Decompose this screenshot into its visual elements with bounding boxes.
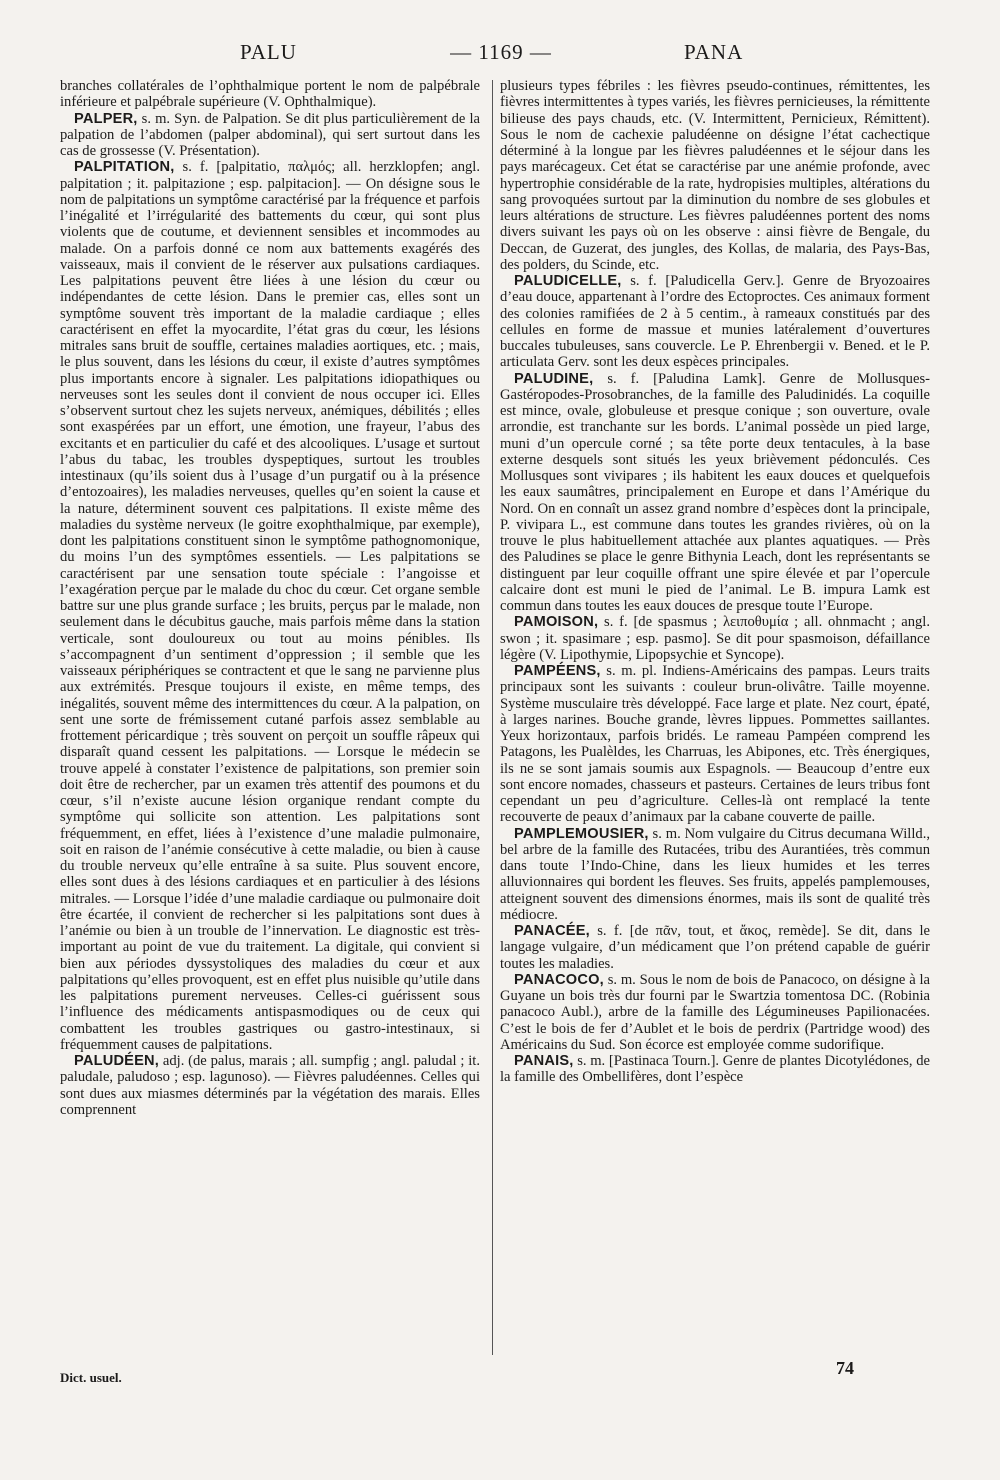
page-header [60, 40, 940, 74]
dictionary-entry [500, 614, 930, 663]
entry-headword: PANACÉE, [514, 923, 590, 939]
entry-text: s. f. [palpitatio, παλμός; all. herzklopfen; angl. palpitation ; it. palpitazione ; esp. palpitacion]. — On désigne sous le nom de palpitations un symptôme caractérisé par la fréquence et parfois l’inégalité et l’irrégularité des battements du cœur, qui sont plus violents que de coutume, et deviennent sensibles et incommodes au malade. On a parfois donné ce nom aux battements exagérés des vaisseaux, mais il convient de le réserver aux pulsations cardiaques. Les palpitations peuvent être liées à une lésion du cœur ou indépendantes de cette lésion. Dans le premier cas, elles sont un symptôme souvent très important de la maladie cardiaque ; elles caractérisent en effet la myocardite, l’état gras du cœur, les lésions mitrales sans bruit de souffle, certaines maladies aortiques, etc. ; mais, le plus souvent, dans les lésions du cœur, il existe d’autres symptômes plus importants encore à signaler. Les palpitations idiopathiques ou nerveuses sont les seules dont il convient de nous occuper ici. Elles s’observent surtout chez les sujets nerveux, anémiques, débilités ; elles sont exaspérées par un effort, une émotion, une frayeur, l’abus des excitants et en particulier du café et des alcooliques. L’usage et surtout l’abus du tabac, les troubles dyspeptiques, surtout les troubles intestinaux (qu’ils soient dus à l’usage d’un purgatif ou à la présence d’entozoaires), les maladies nerveuses, quelles qu’en soient la cause et la nature, déterminent souvent ces palpitations. Il existe même des maladies du système nerveux (le goitre exophthalmique, par exemple), dont les palpitations constituent sinon le symptôme pathognomonique, du moins l’un des symptômes essentiels. — Les palpitations se caractérisent par une sensation toute spéciale : l’angoisse et l’exagération perçue par le malade du choc du cœur. Cet organe semble battre sur une plus grande surface ; les bruits, perçus par le malade, non seulement dans le décubitus gauche, mais parfois même dans la station verticale, sont douloureux ou tout au moins pénibles. Ils s’accompagnent d’un sentiment d’oppression ; il semble que les vaisseaux périphériques se contractent et que le sang ne parvienne plus aux extrémités. Presque toujours il existe, en même temps, des inégalités, souvent même des intermittences du cœur. A la palpation, on sent une sorte de frémissement cutané parfois assez semblable au frottement péricardique ; très souvent on perçoit un souffle râpeux qui disparaît quand cessent les palpitations. — Lorsque le médecin se trouve appelé à constater l’existence de palpitations, son premier soin doit être de rechercher, par un examen très attentif des poumons et du cœur, s’il n’existe aucune lésion organique rendant compte du symptôme qui sollicite son attention. Les palpitations sont fréquemment, en effet, liées à l’existence d’une maladie pulmonaire, soit en raison de l’anémie consécutive à cette maladie, ou bien à cause du trouble nerveux qu’elle entraîne à sa suite. Plus souvent encore, elles sont dues à des lésions cardiaques et en particulier à des lésions mitrales. — Lorsque l’idée d’une maladie cardiaque ou pulmonaire doit être écartée, il convient de rechercher si les palpitations sont dues à l’anémie ou bien à un trouble de l’innervation. Le diagnostic est très-important au point de vue du traitement. La digitale, qui convient si bien aux périodes dyssystoliques des maladies du cœur et aux palpitations qu’elles provoquent, est en effet plus nuisible qu’utile dans les palpitations purement nerveuses. Celles-ci guérissent sous l’influence des médicaments antispasmodiques ou de ceux qui combattent les troubles gastriques ou gastro-intestinaux, si fréquemment causes de palpitations. [60, 159, 480, 1053]
entry-headword: PAMPLEMOUSIER, [514, 825, 649, 842]
entry-continuation [60, 78, 480, 111]
entry-headword: PAMOISON, [514, 614, 599, 631]
entry-text: s. m. [Pastinaca Tourn.]. Genre de plantes Dicotylédones, de la famille des Ombellifères, dont l’espèce [500, 1053, 930, 1086]
entry-headword: PALPITATION, [74, 159, 175, 176]
entry-text: s. m. Syn. de Palpation. Se dit plus particulièrement de la palpation de l’abdomen (palper abdominal), qui sert surtout dans les cas de grossesse (V. Présentation). [60, 110, 480, 159]
dictionary-entry [500, 273, 930, 371]
dictionary-entry [500, 371, 930, 615]
entry-headword: PAMPÉENS, [514, 663, 601, 679]
entry-text: branches collatérales de l’ophthalmique portent le nom de palpébrale inférieure et palpébrale supérieure (V. Ophthalmique). [60, 78, 480, 111]
dictionary-entry [500, 923, 930, 972]
entry-text: s. f. [Paludina Lamk]. Genre de Mollusques-Gastéropodes-Prosobranches, de la famille des Paludinidés. La coquille est mince, ovale, globuleuse et presque conique ; son ouverture, ovale arrondie, est tranchante sur les bords. L’animal possède un pied large, muni d’un opercule corné ; sa tête porte deux tentacules, à la base externe desquels sont situés les yeux brièvement pédonculés. Ces Mollusques sont vivipares ; ils habitent les eaux douces et quelquefois les eaux saumâtres, principalement en Europe et dans l’Amérique du Nord. On en connaît un assez grand nombre d’espèces dont la principale, P. vivipara L., est commune dans toutes les grandes rivières, où on la trouve le plus habituellement attachée aux plantes aquatiques. — Près des Paludines se place le genre Bithynia Leach, dont les représentants se distinguent par leur coquille offrant une spire élevée et par l’opercule calcaire dont est muni le pied de l’animal. Le B. impura Lamk est commun dans toutes les eaux douces de presque toute l’Europe. [500, 370, 930, 614]
entry-text: s. f. [de spasmus ; λειποθυμία ; all. ohnmacht ; angl. swon ; it. spasimare ; esp. pasmo]. Se dit pour spasmoison, défaillance légère (V. Lipothymie, Lipopsychie et Syncope). [500, 614, 930, 663]
entry-text: plusieurs types fébriles : les fièvres pseudo-continues, rémittentes, les fièvres intermittentes à types variés, les fièvres pernicieuses, la rémittente bilieuse des pays chauds, etc. (V. Intermittent, Pernicieux, Rémittent). Sous le nom de cachexie paludéenne on désigne l’état cachectique déterminé à la longue par les fièvres paludéennes et le séjour dans les pays marécageux. Cet état se caractérise par une anémie profonde, avec hypertrophie considérable de la rate, hydropisies multiples, altérations du sang provoquées surtout par la diminution du nombre de ses globules et leurs altérations de structure. Les fièvres paludéennes portent des noms divers suivant les pays où on les observe : ainsi fièvre de Bengale, du Deccan, de Guzerat, des jungles, des Kollas, de malaria, des Pays-Bas, des polders, du Scinde, etc. [500, 78, 930, 273]
column-divider [492, 80, 493, 1355]
dictionary-entry [60, 159, 480, 1053]
entry-headword: PALPER, [74, 110, 138, 127]
entry-headword: PALUDICELLE, [514, 273, 622, 289]
dictionary-entry [500, 826, 930, 924]
dictionary-entry [500, 972, 930, 1053]
entry-text: s. f. [Paludicella Gerv.]. Genre de Bryozoaires d’eau douce, appartenant à l’ordre des Ectoproctes. Ces animaux forment des colonies ramifiées de 2 à 5 centim., à rameaux constitués par des cellules en forme de massue et munies latéralement d’ouvertures buccales tubuleuses, sans couvercle. Le P. Ehrenbergii v. Bened. et le P. articulata Gerv. sont les deux espèces principales. [500, 273, 930, 371]
entry-text: s. f. [de πᾶν, tout, et ἄκος, remède]. Se dit, dans le langage vulgaire, d’un médicament que l’on prétend capable de guérir toutes les maladies. [500, 923, 930, 972]
header-left-guideword: PALU [240, 40, 297, 64]
entry-headword: PANACOCO, [514, 971, 604, 988]
footer-signature: Dict. usuel. [60, 1370, 122, 1385]
dictionary-entry [60, 1053, 480, 1118]
entry-headword: PALUDÉEN, [74, 1053, 160, 1069]
entry-text: s. m. Nom vulgaire du Citrus decumana Willd., bel arbre de la famille des Rutacées, tribu des Aurantiées, très commun dans toute l’Indo-Chine, dans les lieux humides et les terres alluvionnaires qui bordent les fleuves. Ses fruits, appelés pamplemouses, atteignent souvent des dimensions énormes, mais ils sont de qualité très médiocre. [500, 825, 930, 923]
entry-text: s. m. Sous le nom de bois de Panacoco, on désigne à la Guyane un bois très dur fourni par le Swartzia tomentosa DC. (Robinia panacoco Aubl.), arbre de la famille des Légumineuses Papilionacées. C’est le bois de fer d’Aublet et le bois de perdrix (Partridge wood) des Américains du Sud. Son écorce est employée comme sudorifique. [500, 971, 930, 1053]
entry-headword: PANAIS, [514, 1053, 574, 1069]
entry-text: adj. (de palus, marais ; all. sumpfig ; angl. paludal ; it. paludale, paludoso ; esp. lagunoso). — Fièvres paludéennes. Celles qui sont dues aux miasmes déterminés par la végétation des marais. Elles comprennent [60, 1053, 480, 1118]
header-right-guideword: PANA [684, 40, 744, 64]
dictionary-entry [500, 1053, 930, 1086]
entry-headword: PALUDINE, [514, 370, 594, 387]
entry-continuation [500, 78, 930, 273]
entry-text: s. m. pl. Indiens-Américains des pampas. Leurs traits principaux sont les suivants : couleur brun-olivâtre. Taille moyenne. Système musculaire très développé. Face large et plate. Nez court, épaté, à larges narines. Bouche grande, lèvres lippues. Pommettes saillantes. Yeux horizontaux, parfois bridés. Le rameau Pampéen comprend les Patagons, les Pualèldes, les Charruas, les Abipones, etc. Très énergiques, ils ne se sont jamais soumis aux Espagnols. — Beaucoup d’entre eux sont encore nomades, chasseurs et pasteurs. Certaines de leurs tribus font cependant un peu d’agriculture. Celles-là ont remplacé la tente recouverte de peaux d’animaux par la cabane couverte de paille. [500, 663, 930, 826]
dictionary-entry [60, 111, 480, 160]
footer-signature-number: 74 [836, 1358, 854, 1378]
dictionary-entry [500, 663, 930, 826]
right-column [500, 78, 930, 1086]
left-column [60, 78, 480, 1118]
page-number: — 1169 — [450, 40, 552, 64]
